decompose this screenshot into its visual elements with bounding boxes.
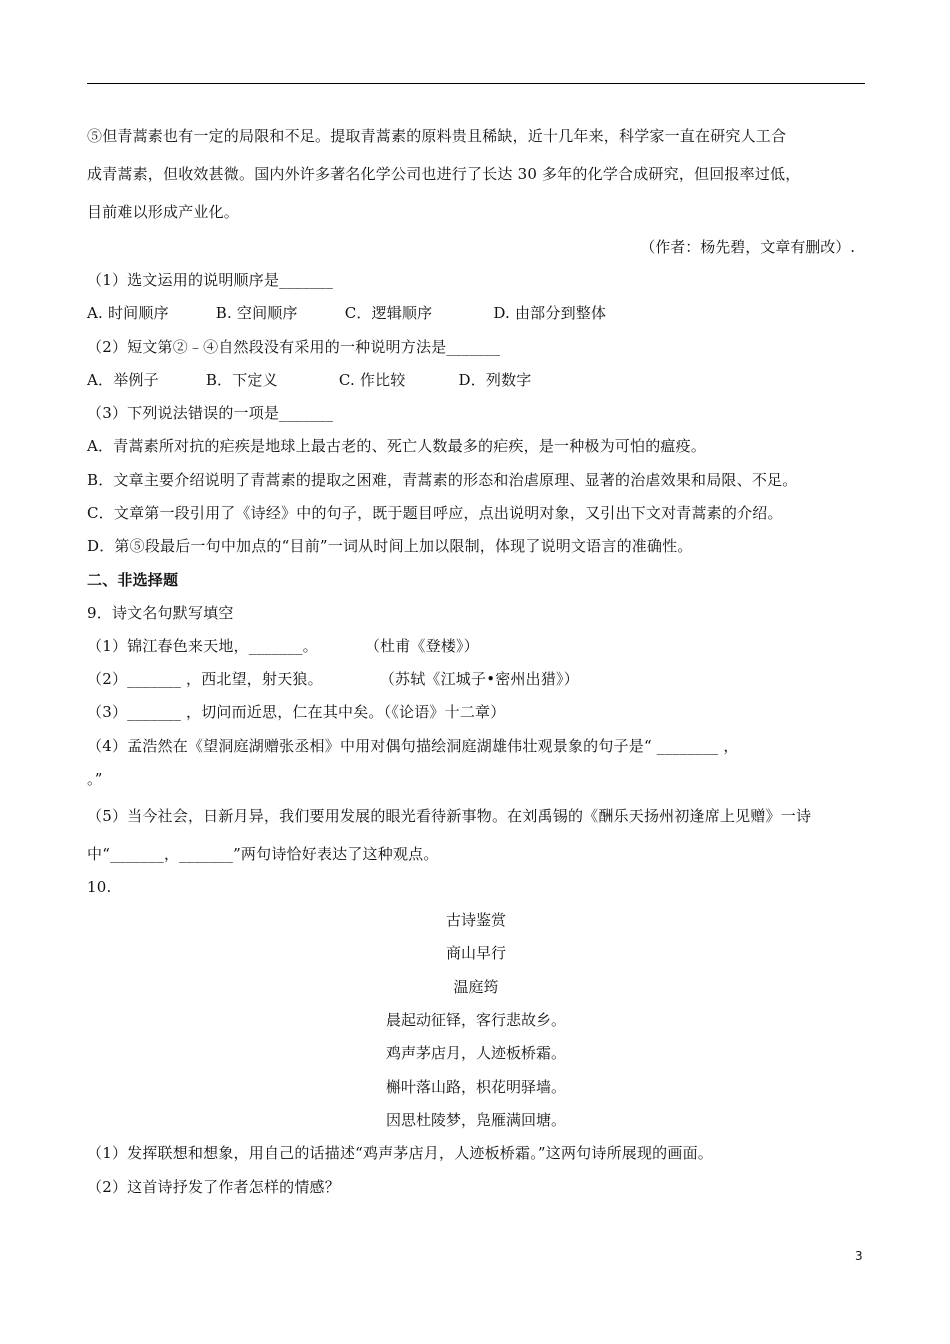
q1-option-d: D. 由部分到整体 — [493, 304, 607, 322]
q9-item-2-text: （2）_______ ，西北望，射天狼。 — [87, 670, 323, 688]
poem-line-4: 因思杜陵梦，凫雁满回塘。 — [385, 1111, 566, 1129]
question-1-stem: （1）选文运用的说明顺序是_______ — [87, 271, 334, 289]
author-credit: （作者：杨先碧，文章有删改）. — [640, 238, 855, 256]
q3-option-a: A．青蒿素所对抗的疟疾是地球上最古老的、死亡人数最多的疟疾，是一种极为可怕的瘟疫。 — [87, 437, 707, 455]
q9-item-2-source: （苏轼《江城子•密州出猎》） — [379, 670, 579, 688]
q2-option-c: C. 作比较 — [338, 371, 406, 389]
q9-item-1-text: （1）锦江春色来天地，_______。 — [87, 637, 318, 655]
q9-item-1 — [87, 636, 479, 656]
paragraph-5-line-3: 目前难以形成产业化。 — [87, 203, 240, 221]
q3-option-d: D．第⑤段最后一句中加点的“目前”一词从时间上加以限制，体现了说明文语言的准确性。 — [87, 537, 693, 555]
q10-question-1: （1）发挥联想和想象，用自己的话描述“鸡声茅店月，人迹板桥霜。”这两句诗所展现的画面。 — [87, 1144, 713, 1162]
question-1-options — [87, 303, 606, 323]
page-number: 3 — [855, 1249, 863, 1263]
section-heading: 二、非选择题 — [87, 571, 179, 589]
q9-item-3: （3）_______ ，切问而近思，仁在其中矣。（《论语》十二章） — [87, 703, 506, 721]
q9-item-2 — [87, 669, 579, 689]
q1-option-b: B. 空间顺序 — [215, 304, 298, 322]
q2-option-a: A．举例子 — [87, 371, 159, 389]
q10-question-2: （2）这首诗抒发了作者怎样的情感？ — [87, 1178, 340, 1196]
poem-author: 温庭筠 — [453, 978, 499, 996]
question-9-title: 9．诗文名句默写填空 — [87, 604, 234, 622]
question-10-number: 10. — [87, 878, 112, 896]
q9-item-5-line-2: 中“_______，_______”两句诗恰好表达了这种观点。 — [87, 845, 439, 863]
q2-option-b: B．下定义 — [205, 371, 278, 389]
q3-option-c: C．文章第一段引用了《诗经》中的句子，既于题目呼应，点出说明对象，又引出下文对青蒿素的介绍。 — [87, 504, 783, 522]
q9-item-4-line-1: （4）孟浩然在《望洞庭湖赠张丞相》中用对偶句描绘洞庭湖雄伟壮观景象的句子是“ ________ ， — [87, 737, 739, 755]
question-2-stem: （2）短文第②﹣④自然段没有采用的一种说明方法是_______ — [87, 338, 501, 356]
poem-line-3: 槲叶落山路，枳花明驿墙。 — [385, 1078, 566, 1096]
q3-option-b: B．文章主要介绍说明了青蒿素的提取之困难，青蒿素的形态和治虐原理、显著的治虐效果和局限、不足。 — [87, 471, 798, 489]
q1-option-a: A. 时间顺序 — [87, 304, 169, 322]
poem-line-2: 鸡声茅店月，人迹板桥霜。 — [385, 1044, 566, 1062]
q9-item-5-line-1: （5）当今社会，日新月异，我们要用发展的眼光看待新事物。在刘禹锡的《酬乐天扬州初逢席上见赠》一诗 — [87, 807, 812, 825]
poem-title: 商山早行 — [445, 944, 506, 962]
paragraph-5-line-2: 成青蒿素，但收效甚微。国内外许多著名化学公司也进行了长达 30 多年的化学合成研究，但回报率过低， — [87, 165, 801, 183]
question-3-stem: （3）下列说法错误的一项是_______ — [87, 404, 334, 422]
header-rule — [87, 83, 865, 84]
poem-line-1: 晨起动征铎，客行悲故乡。 — [385, 1011, 566, 1029]
q9-item-1-source: （杜甫《登楼》） — [364, 637, 479, 655]
q9-item-4-line-2: 。” — [87, 770, 103, 788]
q1-option-c: C．逻辑顺序 — [344, 304, 433, 322]
poem-heading: 古诗鉴赏 — [445, 911, 506, 929]
paragraph-5-line-1: ⑤但青蒿素也有一定的局限和不足。提取青蒿素的原料贵且稀缺，近十几年来，科学家一直在研究人工合 — [87, 127, 787, 145]
question-2-options — [87, 370, 532, 390]
q2-option-d: D．列数字 — [458, 371, 532, 389]
